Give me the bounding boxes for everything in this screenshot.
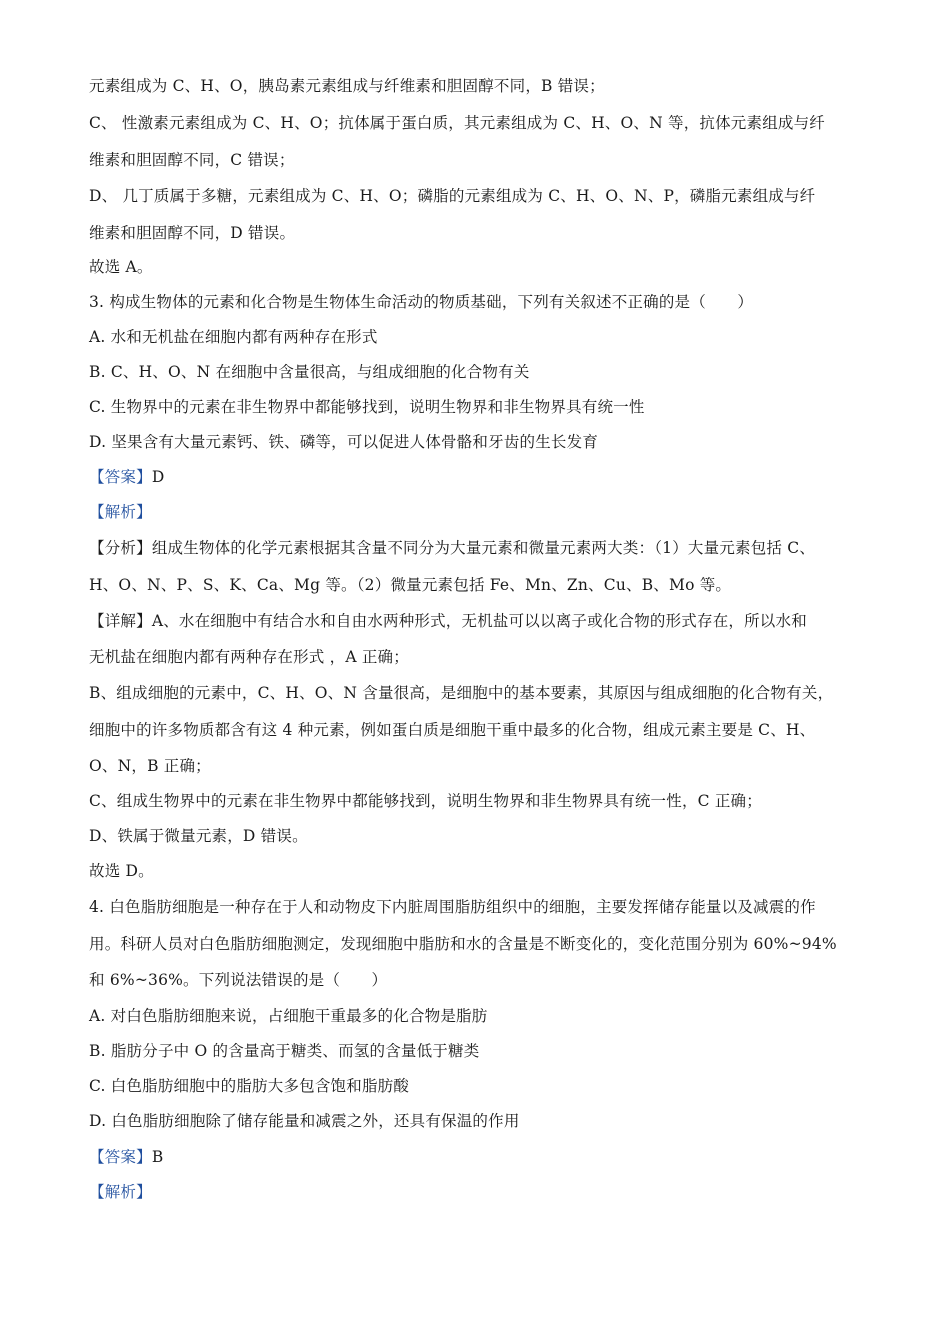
q4-answer-value: B [151,1148,164,1166]
q3-detail-b1: B、组成细胞的元素中，C、H、O、N 含量很高，是细胞中的基本要素，其原因与组成细胞的化合物有关， [89,684,834,702]
prev-explanation-option-d-cont: 维素和胆固醇不同，D 错误。 [89,224,296,242]
q3-answer [89,467,879,487]
q3-stem: 3. 构成生物体的元素和化合物是生物体生命活动的物质基础，下列有关叙述不正确的是（ ） [89,293,754,311]
q4-answer [89,1147,879,1167]
q3-detail-c: C、组成生物界中的元素在非生物界中都能够找到，说明生物界和非生物界具有统一性，C 正确； [89,792,762,810]
q3-fenxi-tag: 【分析】 [89,539,152,557]
q4-analysis-tag: 【解析】 [89,1183,152,1201]
q3-option-b: B. C、H、O、N 在细胞中含量很高，与组成细胞的化合物有关 [89,363,530,381]
q3-analysis-heading [89,502,879,522]
q3-option-c: C. 生物界中的元素在非生物界中都能够找到，说明生物界和非生物界具有统一性 [89,398,645,416]
q3-option-a: A. 水和无机盐在细胞内都有两种存在形式 [89,328,378,346]
q3-fenxi-text: 组成生物体的化学元素根据其含量不同分为大量元素和微量元素两大类：（1）大量元素包括 C、 [151,539,816,557]
q4-stem-line1: 4. 白色脂肪细胞是一种存在于人和动物皮下内脏周围脂肪组织中的细胞，主要发挥储存能量以及减震的作 [89,898,816,916]
q3-fenxi-line1 [89,538,879,558]
prev-explanation-line: 元素组成为 C、H、O，胰岛素元素组成与纤维素和胆固醇不同，B 错误； [89,77,605,95]
prev-conclusion: 故选 A。 [89,258,153,276]
q3-detail-d: D、铁属于微量元素，D 错误。 [89,827,308,845]
prev-explanation-option-c-cont: 维素和胆固醇不同，C 错误； [89,151,295,169]
q3-analysis-tag: 【解析】 [89,503,152,521]
q4-option-b: B. 脂肪分子中 O 的含量高于糖类、而氢的含量低于糖类 [89,1042,480,1060]
q3-detail-a1-text: A、水在细胞中有结合水和自由水两种形式，无机盐可以以离子或化合物的形式存在，所以水和 [151,612,807,630]
q4-answer-tag: 【答案】 [89,1148,152,1166]
q4-option-c: C. 白色脂肪细胞中的脂肪大多包含饱和脂肪酸 [89,1077,410,1095]
q4-option-a: A. 对白色脂肪细胞来说，占细胞干重最多的化合物是脂肪 [89,1007,488,1025]
q3-fenxi-line2: H、O、N、P、S、K、Ca、Mg 等。（2）微量元素包括 Fe、Mn、Zn、Cu、B、Mo 等。 [89,576,732,594]
prev-explanation-option-d: D、 几丁质属于多糖，元素组成为 C、H、O；磷脂的元素组成为 C、H、O、N、P，磷脂元素组成与纤 [89,187,816,205]
q3-option-d: D. 坚果含有大量元素钙、铁、磷等，可以促进人体骨骼和牙齿的生长发育 [89,433,599,451]
q3-detail-b3: O、N，B 正确； [89,757,211,775]
q3-detail-a1 [89,611,879,631]
q4-stem-line2: 用。科研人员对白色脂肪细胞测定，发现细胞中脂肪和水的含量是不断变化的，变化范围分别为 60%~94% [89,935,837,953]
q3-detail-b2: 细胞中的许多物质都含有这 4 种元素，例如蛋白质是细胞干重中最多的化合物，组成元素主要是 C、H、 [89,721,816,739]
prev-explanation-option-c: C、 性激素元素组成为 C、H、O；抗体属于蛋白质，其元素组成为 C、H、O、N 等，抗体元素组成与纤 [89,114,826,132]
q3-answer-tag: 【答案】 [89,468,152,486]
q3-detail-a2: 无机盐在细胞内都有两种存在形式 ，A 正确； [89,648,409,666]
q4-analysis-heading [89,1182,879,1202]
q3-detail-tag: 【详解】 [89,612,152,630]
q3-answer-value: D [151,468,165,486]
q3-conclusion: 故选 D。 [89,862,154,880]
q4-stem-line3: 和 6%~36%。下列说法错误的是（ ） [89,971,388,989]
q4-option-d: D. 白色脂肪细胞除了储存能量和减震之外，还具有保温的作用 [89,1112,520,1130]
